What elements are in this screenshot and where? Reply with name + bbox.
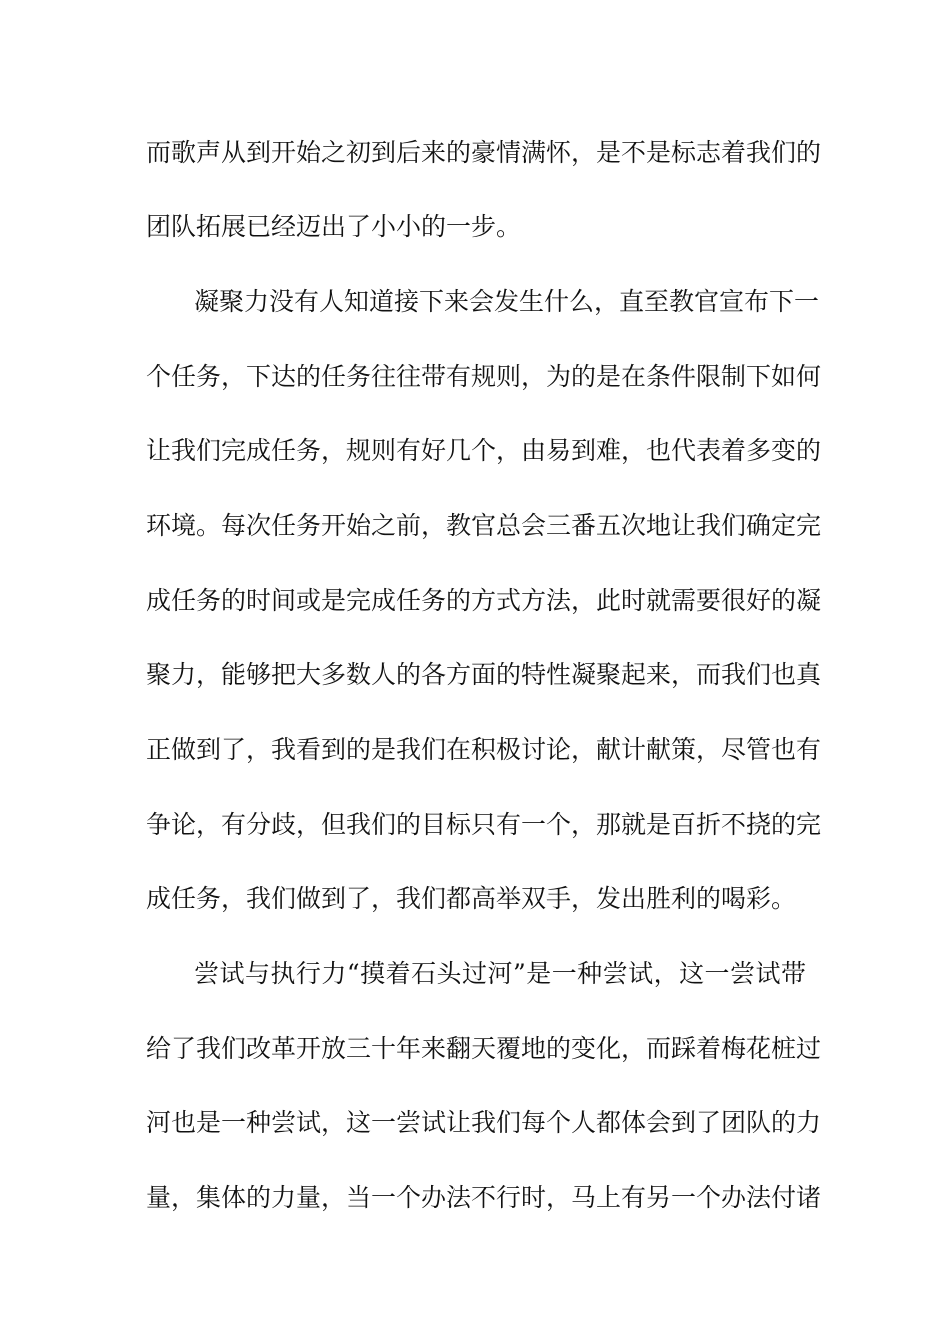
paragraph-line: 团队拓展已经迈出了小小的一步。 xyxy=(146,212,522,241)
paragraph-line: 个任务，下达的任务往往带有规则，为的是在条件限制下如何 xyxy=(146,362,822,391)
paragraph-line: 让我们完成任务，规则有好几个，由易到难，也代表着多变的 xyxy=(146,436,822,465)
paragraph-line: 环境。每次任务开始之前，教官总会三番五次地让我们确定完 xyxy=(146,511,822,540)
paragraph-line: 而歌声从到开始之初到后来的豪情满怀，是不是标志着我们的 xyxy=(146,138,822,167)
paragraph-line: 成任务，我们做到了，我们都高举双手，发出胜利的喝彩。 xyxy=(146,884,797,913)
paragraph-line: 聚力，能够把大多数人的各方面的特性凝聚起来，而我们也真 xyxy=(146,660,822,689)
paragraph-line: 河也是一种尝试，这一尝试让我们每个人都体会到了团队的力 xyxy=(146,1108,822,1137)
paragraph-line: 正做到了，我看到的是我们在积极讨论，献计献策，尽管也有 xyxy=(146,735,822,764)
paragraph-line: 争论，有分歧，但我们的目标只有一个，那就是百折不挠的完 xyxy=(146,810,822,839)
paragraph-line: 凝聚力没有人知道接下来会发生什么，直至教官宣布下一 xyxy=(194,287,820,316)
paragraph-line: 量，集体的力量，当一个办法不行时，马上有另一个办法付诸 xyxy=(146,1183,822,1212)
paragraph-line: 尝试与执行力“摸着石头过河”是一种尝试，这一尝试带 xyxy=(194,959,806,988)
paragraph-line: 给了我们改革开放三十年来翻天覆地的变化，而踩着梅花桩过 xyxy=(146,1034,822,1063)
paragraph-line: 成任务的时间或是完成任务的方式方法，此时就需要很好的凝 xyxy=(146,586,822,615)
